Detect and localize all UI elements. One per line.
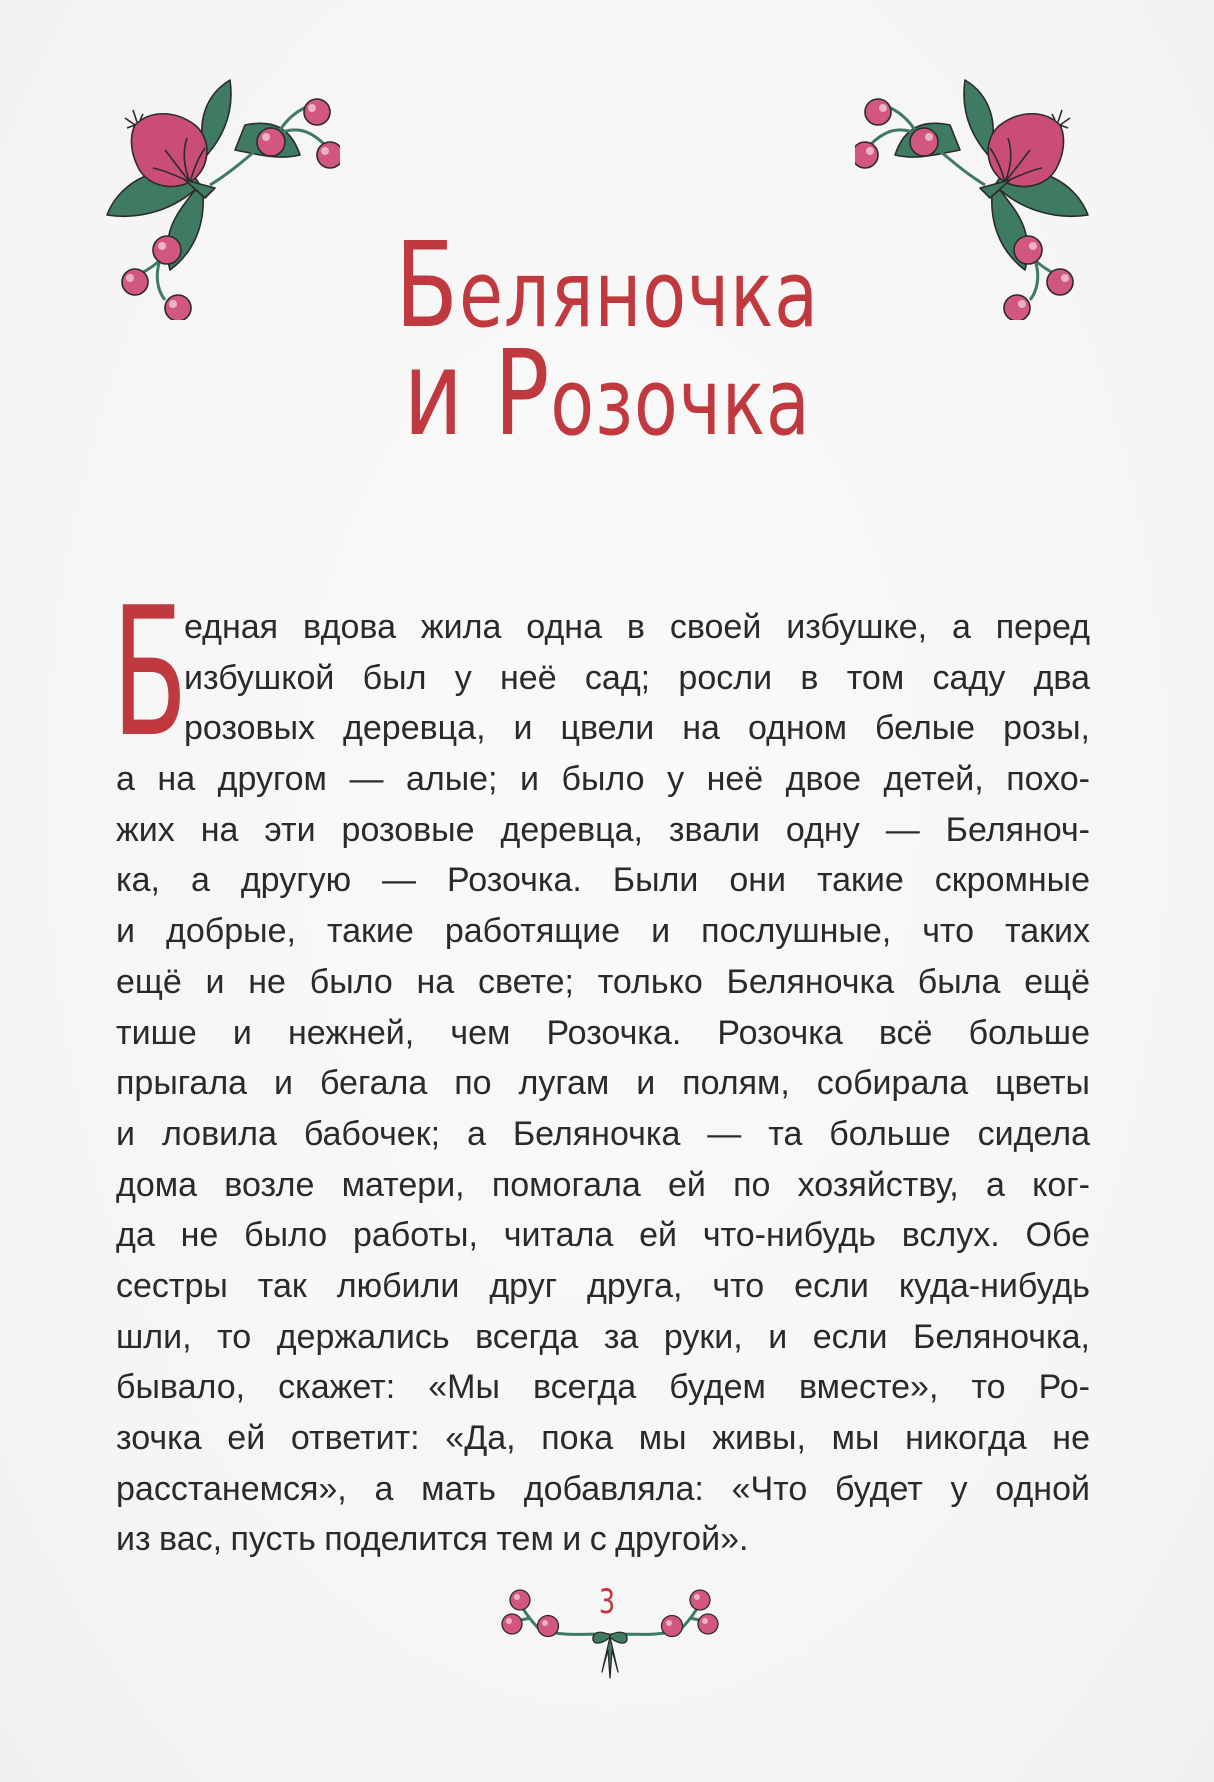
page-number: 3 [598,1582,616,1622]
text-line: ещё и не было на свете; только Беляночка была ещё [116,962,1090,1001]
story-paragraph [116,602,1090,1565]
text-line: шли, то держались всегда за руки, и если Беляночка, [116,1317,1090,1356]
text-line: сестры так любили друг друга, что если куда-нибудь [116,1266,1090,1305]
text-line: зочка ей ответит: «Да, пока мы живы, мы никогда не [116,1419,1090,1457]
story-title [368,216,847,462]
text-line: ка, а другую — Розочка. Были они такие скромные [116,861,1090,900]
text-line: жих на эти розовые деревца, звали одну — Беляноч- [116,810,1090,849]
text-line: избушкой был у неё сад; росли в том саду два [184,658,1090,697]
text-line: розовых деревца, и цвели на одном белые розы, [184,709,1090,748]
text-line: расстанемся», а мать добавляла: «Что будет у одной [116,1469,1090,1508]
text-line: да не было работы, читала ей что-нибудь вслух. Обе [116,1216,1090,1255]
title-line-1: Беляночка [395,216,819,354]
text-line: бывало, скажет: «Мы всегда будем вместе», то Ро- [116,1368,1090,1407]
text-line: дома возле матери, помогала ей по хозяйству, а ког- [116,1165,1090,1204]
text-line: а на другом — алые; и было у неё двое детей, похо- [116,760,1090,799]
title-line-2: и Розочка [403,324,811,462]
text-line: и добрые, такие работящие и послушные, что таких [116,912,1090,951]
berry-branch-corner-icon [95,70,340,320]
text-line: прыгала и бегала по лугам и полям, собирала цветы [116,1064,1090,1103]
text-line: и ловила бабочек; а Беляночка — та больше сидела [116,1114,1090,1153]
berry-branch-corner-icon [855,70,1100,320]
text-line: едная вдова жила одна в своей избушке, а перед [184,608,1090,646]
text-line: тише и нежней, чем Розочка. Розочка всё больше [116,1013,1090,1052]
drop-cap: Б [112,569,188,776]
text-line: из вас, пусть поделится тем и с другой». [116,1520,749,1559]
